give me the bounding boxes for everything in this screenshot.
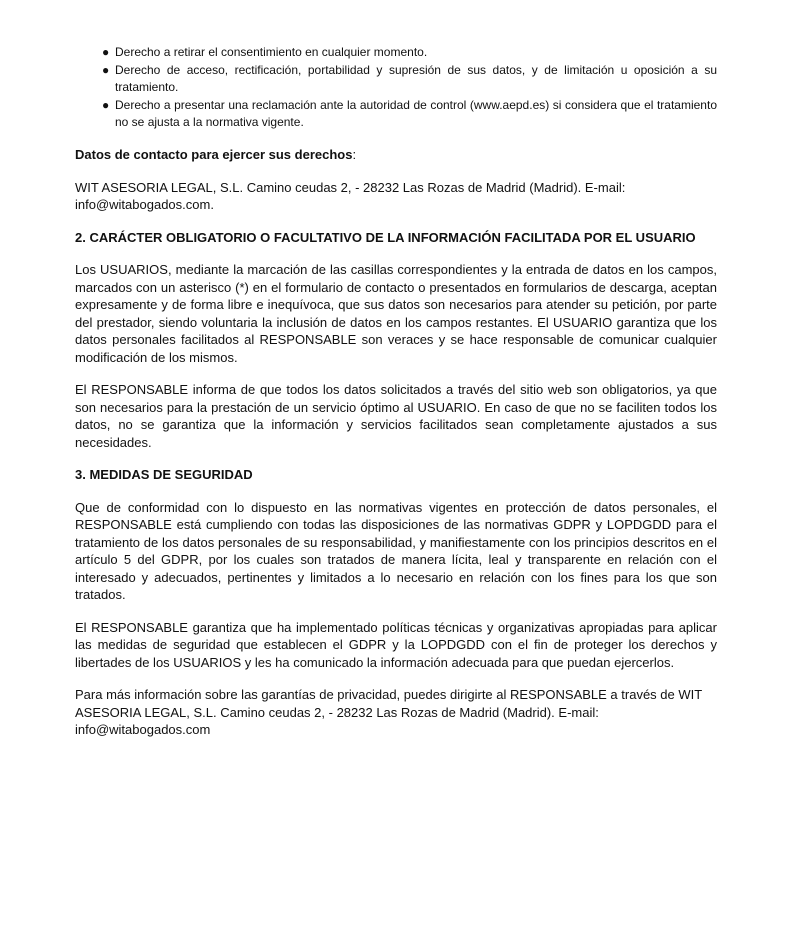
section-2-paragraph: El RESPONSABLE informa de que todos los datos solicitados a través del sitio web son obligatorios, ya que son necesarios para la prestación de un servicio óptimo al USUARIO. En caso de que no se faciliten todos los datos, no se garantiza que la información y servicios facilitados sean completamente ajustados a sus necesidades. xyxy=(75,382,717,450)
rights-list xyxy=(75,44,717,131)
contact-heading-text: Datos de contacto para ejercer sus derechos xyxy=(75,147,353,162)
rights-list-item xyxy=(102,62,717,96)
section-2-paragraph: Los USUARIOS, mediante la marcación de las casillas correspondientes y la entrada de datos en los campos, marcados con un asterisco (*) en el formulario de contacto o presentados en formularios de descarga, aceptan expresamente y de forma libre e inequívoca, que sus datos son necesarios para atender su petición, por parte del prestador, siendo voluntaria la inclusión de datos en los campos restantes. El USUARIO garantiza que los datos personales facilitados al RESPONSABLE son veraces y se hace responsable de comunicar cualquier modificación de los mismos. xyxy=(75,262,717,365)
contact-heading xyxy=(75,146,717,164)
section-2-title: 2. CARÁCTER OBLIGATORIO O FACULTATIVO DE LA INFORMACIÓN FACILITADA POR EL USUARIO xyxy=(75,229,696,245)
rights-list-item xyxy=(102,44,717,61)
bullet-icon: ● xyxy=(102,63,110,77)
section-3-paragraph: Que de conformidad con lo dispuesto en las normativas vigentes en protección de datos personales, el RESPONSABLE está cumpliendo con todas las disposiciones de las normativas GDPR y LOPDGDD para el tratamiento de los datos personales de su responsabilidad, y manifiestamente con los principios descritos en el artículo 5 del GDPR, por los cuales son tratados de manera lícita, leal y transparente en relación con el interesado y adecuados, pertinentes y limitados a lo necesario en relación con los fines para los que son tratados. xyxy=(75,499,717,602)
rights-list-item xyxy=(102,97,717,131)
contact-text: WIT ASESORIA LEGAL, S.L. Camino ceudas 2, - 28232 Las Rozas de Madrid (Madrid). E-mail: info@witabogados.com. xyxy=(75,179,626,212)
section-3-title: 3. MEDIDAS DE SEGURIDAD xyxy=(75,467,253,482)
section-3-paragraph: El RESPONSABLE garantiza que ha implementado políticas técnicas y organizativas apropiadas para aplicar las medidas de seguridad que establecen el GDPR y la LOPDGDD con el fin de proteger los derechos y libertades de los USUARIOS y les ha comunicado la información adecuada para que puedan ejercerlos. xyxy=(75,619,717,670)
contact-heading-suffix: : xyxy=(352,147,357,162)
rights-list-item-text: Derecho a presentar una reclamación ante la autoridad de control (www.aepd.es) si considera que el tratamiento no se ajusta a la normativa vigente. xyxy=(115,98,717,129)
bullet-icon: ● xyxy=(102,98,110,112)
rights-list-item-text: Derecho a retirar el consentimiento en cualquier momento. xyxy=(115,45,428,59)
rights-list-item-text: Derecho de acceso, rectificación, portabilidad y supresión de sus datos, y de limitación u oposición a su tratamiento. xyxy=(115,63,717,94)
section-3-paragraph: Para más información sobre las garantías de privacidad, puedes dirigirte al RESPONSABLE a través de WIT ASESORIA LEGAL, S.L. Camino ceudas 2, - 28232 Las Rozas de Madrid (Madrid). E-mail: info@witabogados.com xyxy=(75,687,702,737)
bullet-icon: ● xyxy=(102,45,110,59)
